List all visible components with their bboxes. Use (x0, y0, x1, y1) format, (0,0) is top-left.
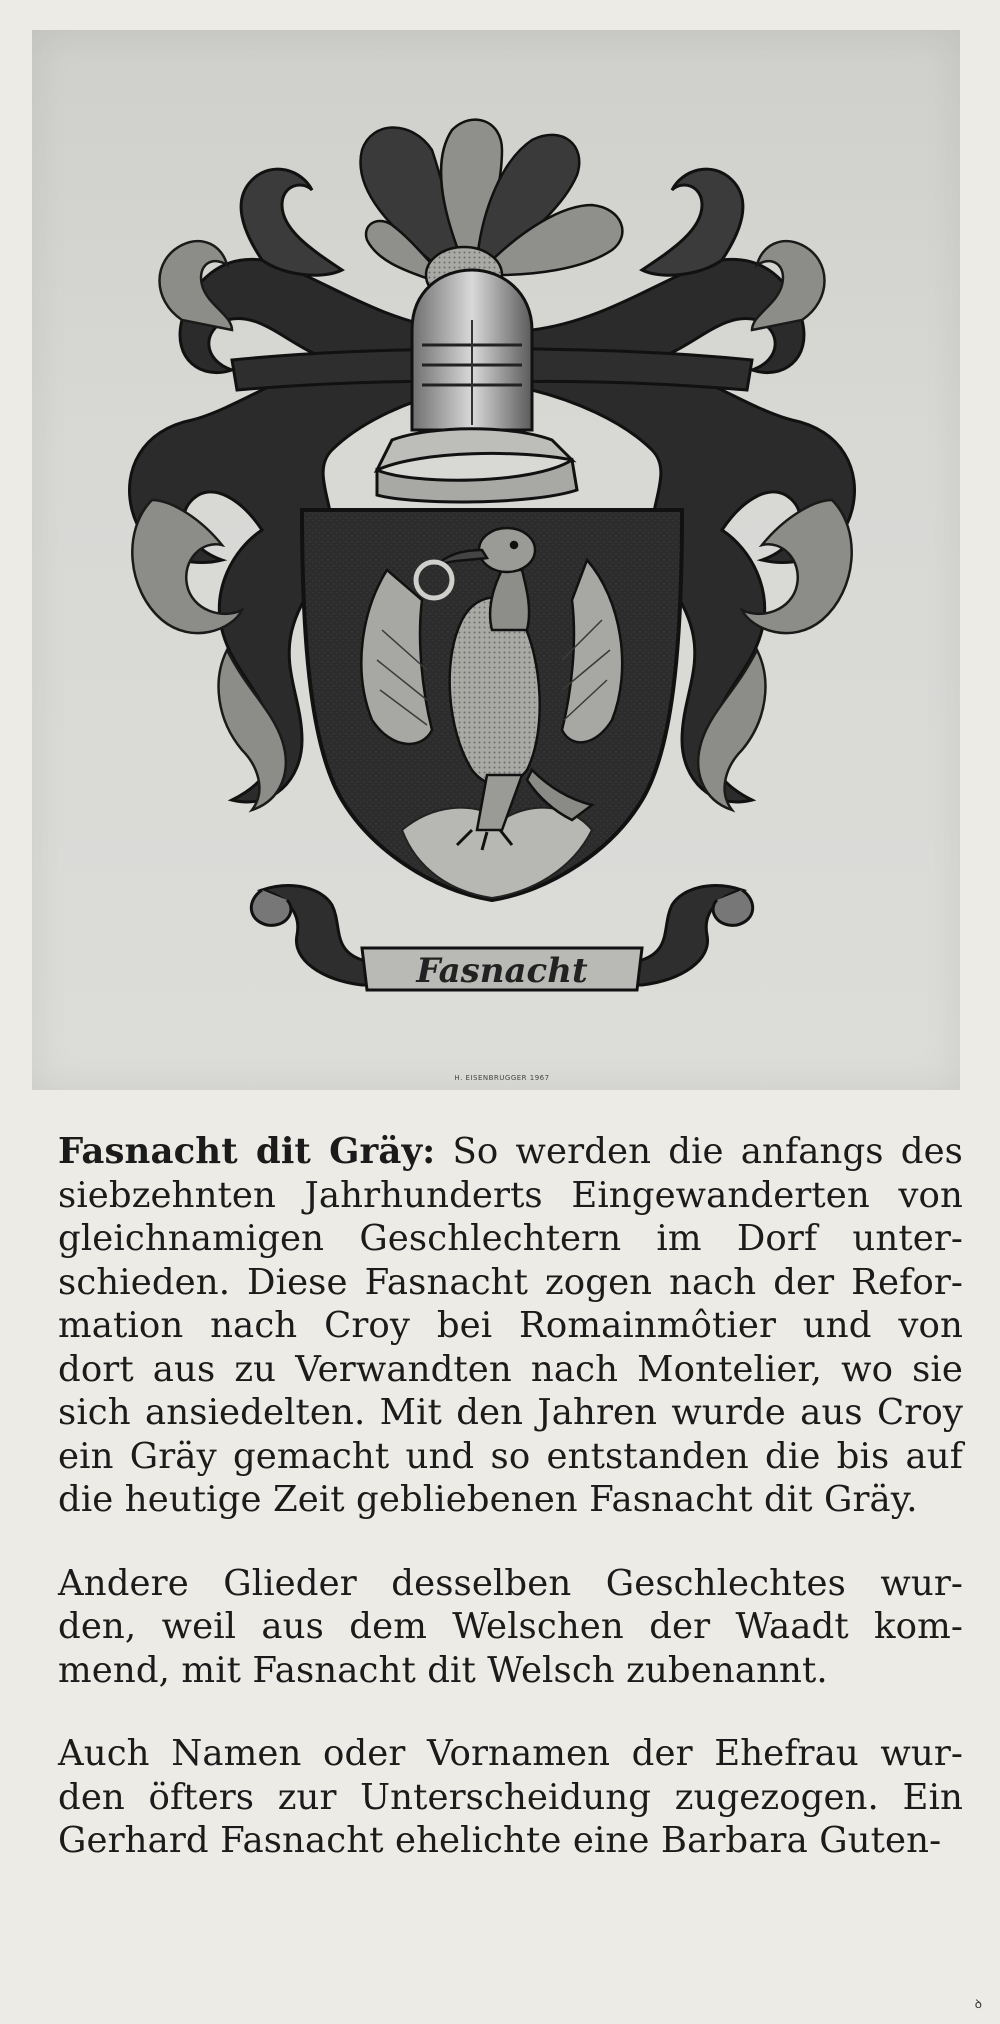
line-text: ein Gräy gemacht und so entstanden die bis auf (58, 1435, 963, 1477)
coat-of-arms-illustration (32, 30, 960, 1090)
text-line (58, 1478, 963, 1522)
line-text: sich ansiedelten. Mit den Jahren wurde aus Croy (58, 1392, 963, 1433)
scroll-motto-text: Fasnacht (416, 951, 588, 991)
line-text: die heutige Zeit gebliebenen Fasnacht dit Gräy. (58, 1479, 918, 1520)
coat-of-arms-plate (32, 30, 960, 1090)
text-line (58, 1304, 963, 1348)
text-line (58, 1819, 963, 1863)
lead-term: Fasnacht dit Gräy: (58, 1131, 436, 1172)
line-text: siebzehnten Jahrhunderts Eingewanderten von (58, 1174, 963, 1216)
line-text: gleichnamigen Geschlechtern im Dorf unter- (58, 1218, 963, 1259)
line-text: So werden die anfangs des (435, 1131, 963, 1172)
paragraph-1 (58, 1130, 963, 1522)
text-line (58, 1562, 963, 1606)
text-line (58, 1776, 963, 1820)
paragraph-3 (58, 1732, 963, 1863)
paragraph-2 (58, 1562, 963, 1693)
line-text: mation nach Croy bei Romainmôtier und von (58, 1305, 963, 1346)
text-line (58, 1348, 963, 1392)
text-line (58, 1435, 963, 1479)
line-text: dort aus zu Verwandten nach Montelier, wo sie (58, 1348, 963, 1390)
line-text: Gerhard Fasnacht ehelichte eine Barbara Guten- (58, 1820, 942, 1861)
text-line (58, 1217, 963, 1261)
corner-mark: ꝺ (974, 1997, 982, 2011)
line-text: mend, mit Fasnacht dit Welsch zubenannt. (58, 1649, 828, 1691)
artist-signature: H. EISENBRUGGER 1967 (454, 1074, 550, 1082)
text-line (58, 1174, 963, 1218)
line-text: den öfters zur Unterscheidung zugezogen. Ein (58, 1776, 963, 1818)
line-text: den, weil aus dem Welschen der Waadt kom- (58, 1606, 963, 1647)
line-text: Auch Namen oder Vornamen der Ehefrau wur- (58, 1733, 963, 1774)
line-text: schieden. Diese Fasnacht zogen nach der Refor- (58, 1261, 963, 1303)
line-text: Andere Glieder desselben Geschlechtes wur- (58, 1562, 963, 1604)
text-line (58, 1261, 963, 1305)
text-line (58, 1732, 963, 1776)
text-line (58, 1391, 963, 1435)
caption-text (58, 1130, 963, 1903)
text-line (58, 1605, 963, 1649)
text-line (58, 1130, 963, 1174)
text-line (58, 1649, 963, 1693)
